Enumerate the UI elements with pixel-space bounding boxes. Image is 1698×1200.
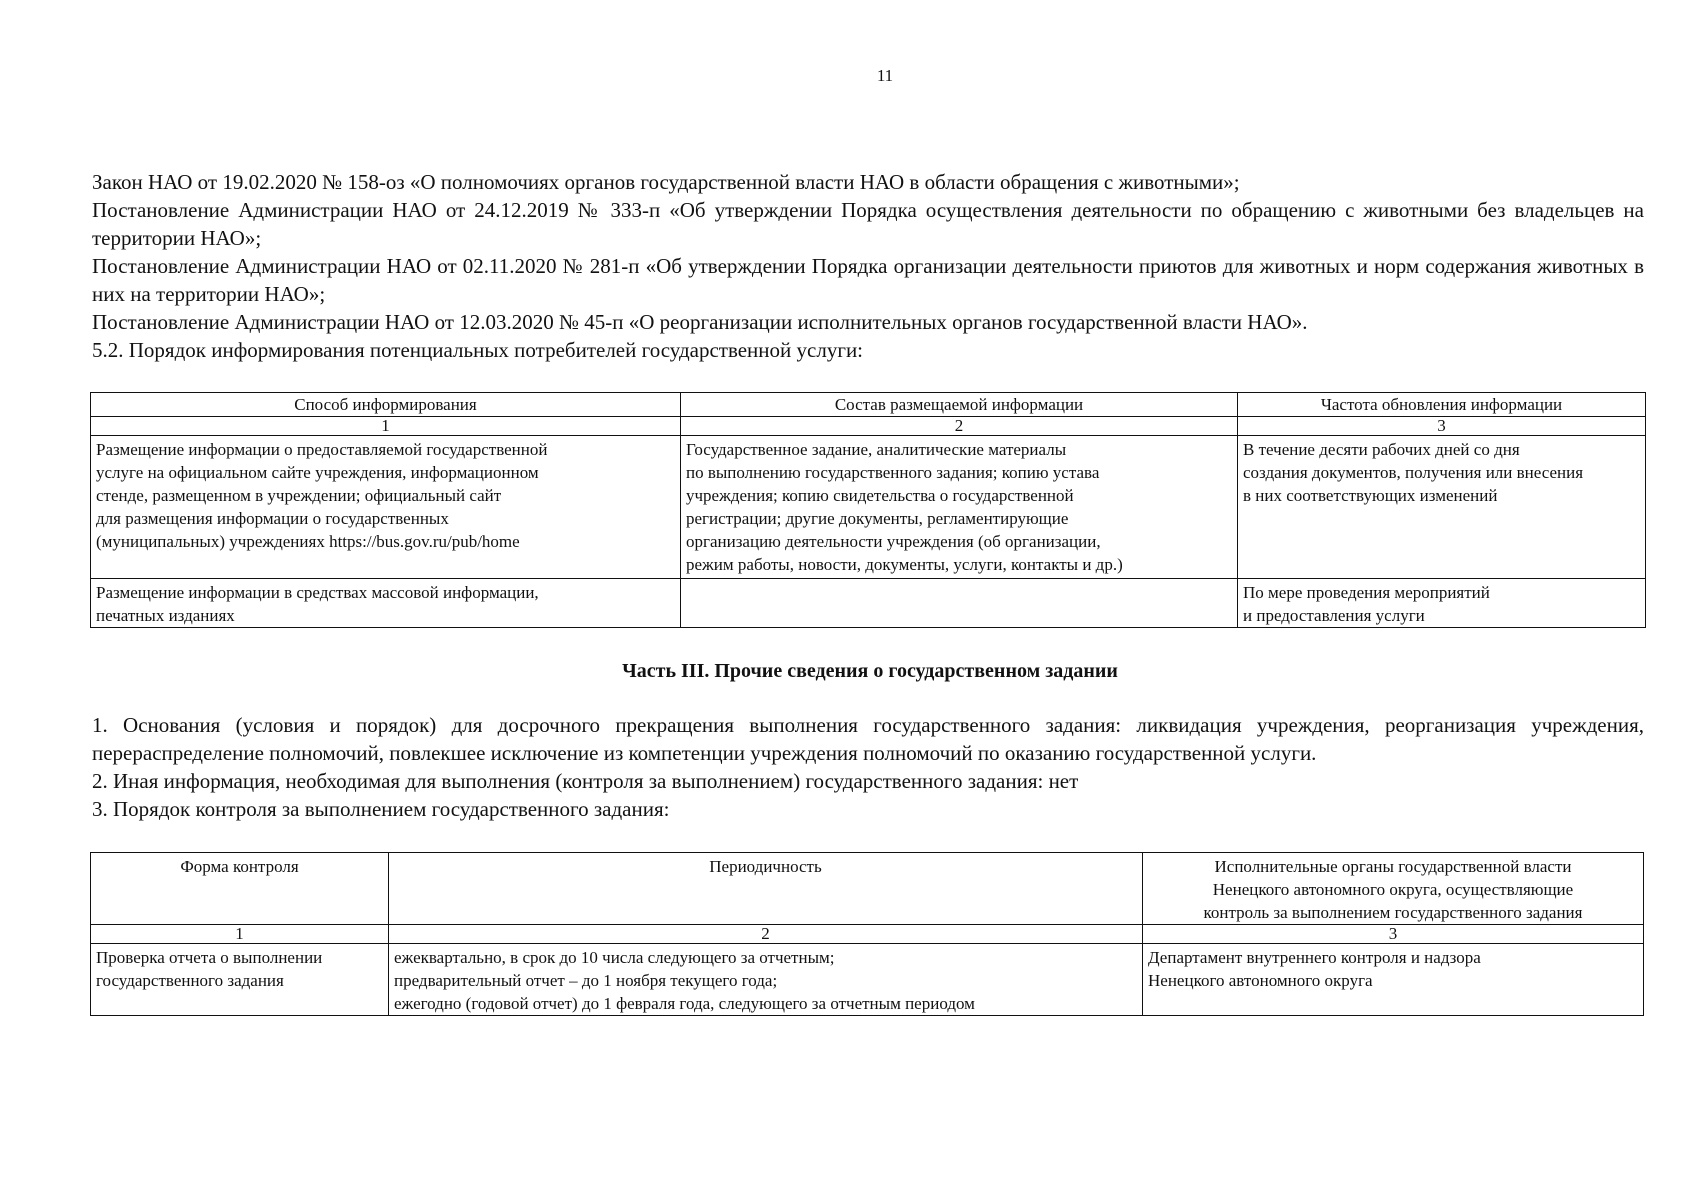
legal-act: Постановление Администрации НАО от 02.11.2020 № 281-п «Об утверждении Порядка организации деятельности приютов для животных и норм содержания животных в них на территории НАО»; [92, 254, 1644, 306]
table-cell: Проверка отчета о выполнении государственного задания [91, 944, 389, 1016]
column-number: 1 [91, 925, 389, 944]
column-header: Форма контроля [91, 853, 389, 925]
column-header: Состав размещаемой информации [681, 393, 1238, 417]
column-number: 2 [389, 925, 1143, 944]
table-cell: Государственное задание, аналитические материалы по выполнению государственного задания; копию устава учреждения; копию свидетельства о государственной регистрации; другие документы, регламентирующие организацию деятельности учреждения (об организации, режим работы, новости, документы, услуги, контакты и др.) [681, 436, 1238, 579]
column-number: 3 [1238, 417, 1646, 436]
table-row [91, 579, 1646, 628]
table-cell: ежеквартально, в срок до 10 числа следующего за отчетным; предварительный отчет – до 1 ноября текущего года; ежегодно (годовой отчет) до 1 февраля года, следующего за отчетным периодом [389, 944, 1143, 1016]
table-cell: Размещение информации в средствах массовой информации, печатных изданиях [91, 579, 681, 628]
table-cell: Размещение информации о предоставляемой государственной услуге на официальном сайте учреждения, информационном стенде, размещенном в учреждении; официальный сайт для размещения информации о государственных (муниципальных) учреждениях https://bus.gov.ru/pub/home [91, 436, 681, 579]
table-cell [681, 579, 1238, 628]
table-header-row [91, 393, 1646, 417]
table-row [91, 944, 1644, 1016]
table-cell: По мере проведения мероприятий и предоставления услуги [1238, 579, 1646, 628]
column-number: 2 [681, 417, 1238, 436]
section-5-2-heading: 5.2. Порядок информирования потенциальных потребителей государственной услуги: [92, 338, 864, 362]
table-row [91, 436, 1646, 579]
column-number-row [91, 417, 1646, 436]
column-header: Способ информирования [91, 393, 681, 417]
part-3-block [92, 711, 1644, 823]
control-table [90, 852, 1644, 1016]
page-number: 11 [876, 66, 894, 85]
part-3-item: 3. Порядок контроля за выполнением государственного задания: [92, 797, 670, 821]
legal-act: Закон НАО от 19.02.2020 № 158-оз «О полномочиях органов государственной власти НАО в области обращения с животными»; [92, 170, 1240, 194]
legal-acts-block [92, 168, 1644, 364]
column-header: Периодичность [389, 853, 1143, 925]
column-header: Исполнительные органы государственной власти Ненецкого автономного округа, осуществляющие контроль за выполнением государственного задания [1143, 853, 1644, 925]
column-number: 3 [1143, 925, 1644, 944]
column-number: 1 [91, 417, 681, 436]
information-table [90, 392, 1646, 628]
table-cell: Департамент внутреннего контроля и надзора Ненецкого автономного округа [1143, 944, 1644, 1016]
table-header-row [91, 853, 1644, 925]
column-number-row [91, 925, 1644, 944]
part-3-item: 2. Иная информация, необходимая для выполнения (контроля за выполнением) государственного задания: нет [92, 769, 1079, 793]
legal-act: Постановление Администрации НАО от 24.12.2019 № 333-п «Об утверждении Порядка осуществления деятельности по обращению с животными без владельцев на территории НАО»; [92, 198, 1644, 250]
column-header: Частота обновления информации [1238, 393, 1646, 417]
table-cell: В течение десяти рабочих дней со дня создания документов, получения или внесения в них соответствующих изменений [1238, 436, 1646, 579]
part-3-title: Часть III. Прочие сведения о государственном задании [622, 660, 1118, 682]
legal-act: Постановление Администрации НАО от 12.03.2020 № 45-п «О реорганизации исполнительных органов государственной власти НАО». [92, 310, 1308, 334]
part-3-item: 1. Основания (условия и порядок) для досрочного прекращения выполнения государственного задания: ликвидация учреждения, реорганизация учреждения, перераспределение полномочий, повлекшее исключение из компетенции учреждения полномочий по оказанию государственной услуги. [92, 713, 1644, 765]
